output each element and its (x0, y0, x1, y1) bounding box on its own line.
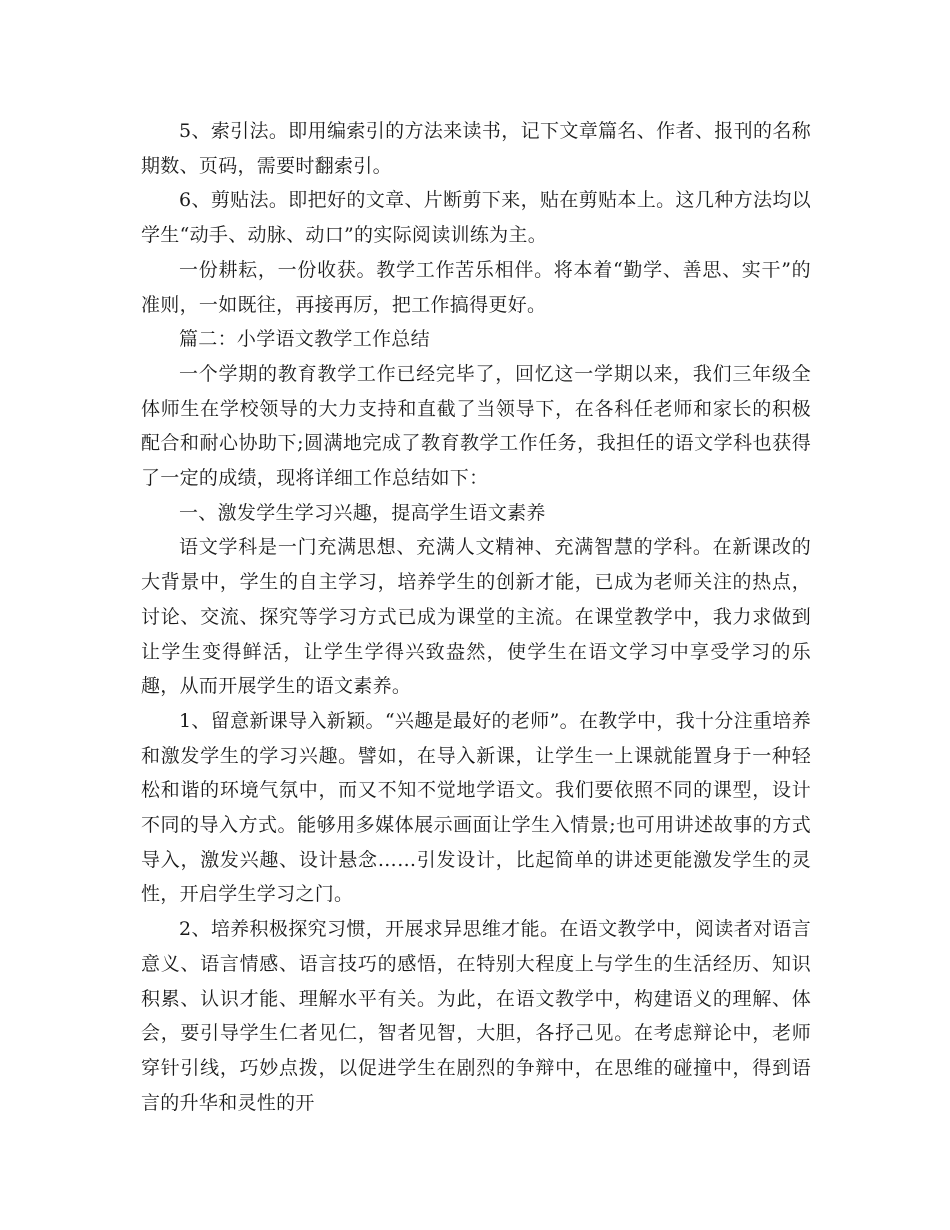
paragraph-lesson-introduction: 1、留意新课导入新颖。“兴趣是最好的老师”。在教学中，我十分注重培养和激发学生的学习兴趣。譬如，在导入新课，让学生一上课就能置身于一种轻松和谐的环境气氛中，而又不知不觉地学语文。我们要依照不同的课型，设计不同的导入方式。能够用多媒体展示画面让学生入情景;也可用讲述故事的方式导入，激发兴趣、设计悬念……引发设计，比起简单的讲述更能激发学生的灵性，开启学生学习之门。 (141, 709, 811, 906)
document-body (141, 114, 811, 1120)
paragraph-semester-intro: 一个学期的教育教学工作已经完毕了，回忆这一学期以来，我们三年级全体师生在学校领导的大力支持和直截了当领导下，在各科任老师和家长的积极配合和耐心协助下;圆满地完成了教育教学工作任务，我担任的语文学科也获得了一定的成绩，现将详细工作总结如下： (141, 362, 811, 490)
section-heading-interest: 一、激发学生学习兴趣，提高学生语文素养 (179, 501, 546, 524)
paragraph-inquiry-habits: 2、培养积极探究习惯，开展求异思维才能。在语文教学中，阅读者对语言意义、语言情感、语言技巧的感悟，在特别大程度上与学生的生活经历、知识积累、认识才能、理解水平有关。为此，在语文教学中，构建语义的理解、体会，要引导学生仁者见仁，智者见智，大胆，各抒己见。在考虑辩论中，老师穿针引线，巧妙点拨，以促进学生在剧烈的争辩中，在思维的碰撞中，得到语言的升华和灵性的开 (141, 918, 811, 1114)
paragraph-clipping-method: 6、剪贴法。即把好的文章、片断剪下来，贴在剪贴本上。这几种方法均以学生“动手、动脉、动口”的实际阅读训练为主。 (141, 189, 811, 247)
paragraph-index-method: 5、索引法。即用编索引的方法来读书，记下文章篇名、作者、报刊的名称期数、页码，需要时翻索引。 (141, 120, 811, 177)
paragraph-conclusion: 一份耕耘，一份收获。教学工作苦乐相伴。将本着“勤学、善思、实干”的准则，一如既往，再接再厉，把工作搞得更好。 (141, 258, 811, 316)
section-heading-part-two: 篇二：小学语文教学工作总结 (179, 328, 430, 351)
paragraph-chinese-subject: 语文学科是一门充满思想、充满人文精神、充满智慧的学科。在新课改的大背景中，学生的自主学习，培养学生的创新才能，已成为老师关注的热点，讨论、交流、探究等学习方式已成为课堂的主流。在课堂教学中，我力求做到让学生变得鲜活，让学生学得兴致盎然，使学生在语文学习中享受学习的乐趣，从而开展学生的语文素养。 (141, 536, 811, 698)
